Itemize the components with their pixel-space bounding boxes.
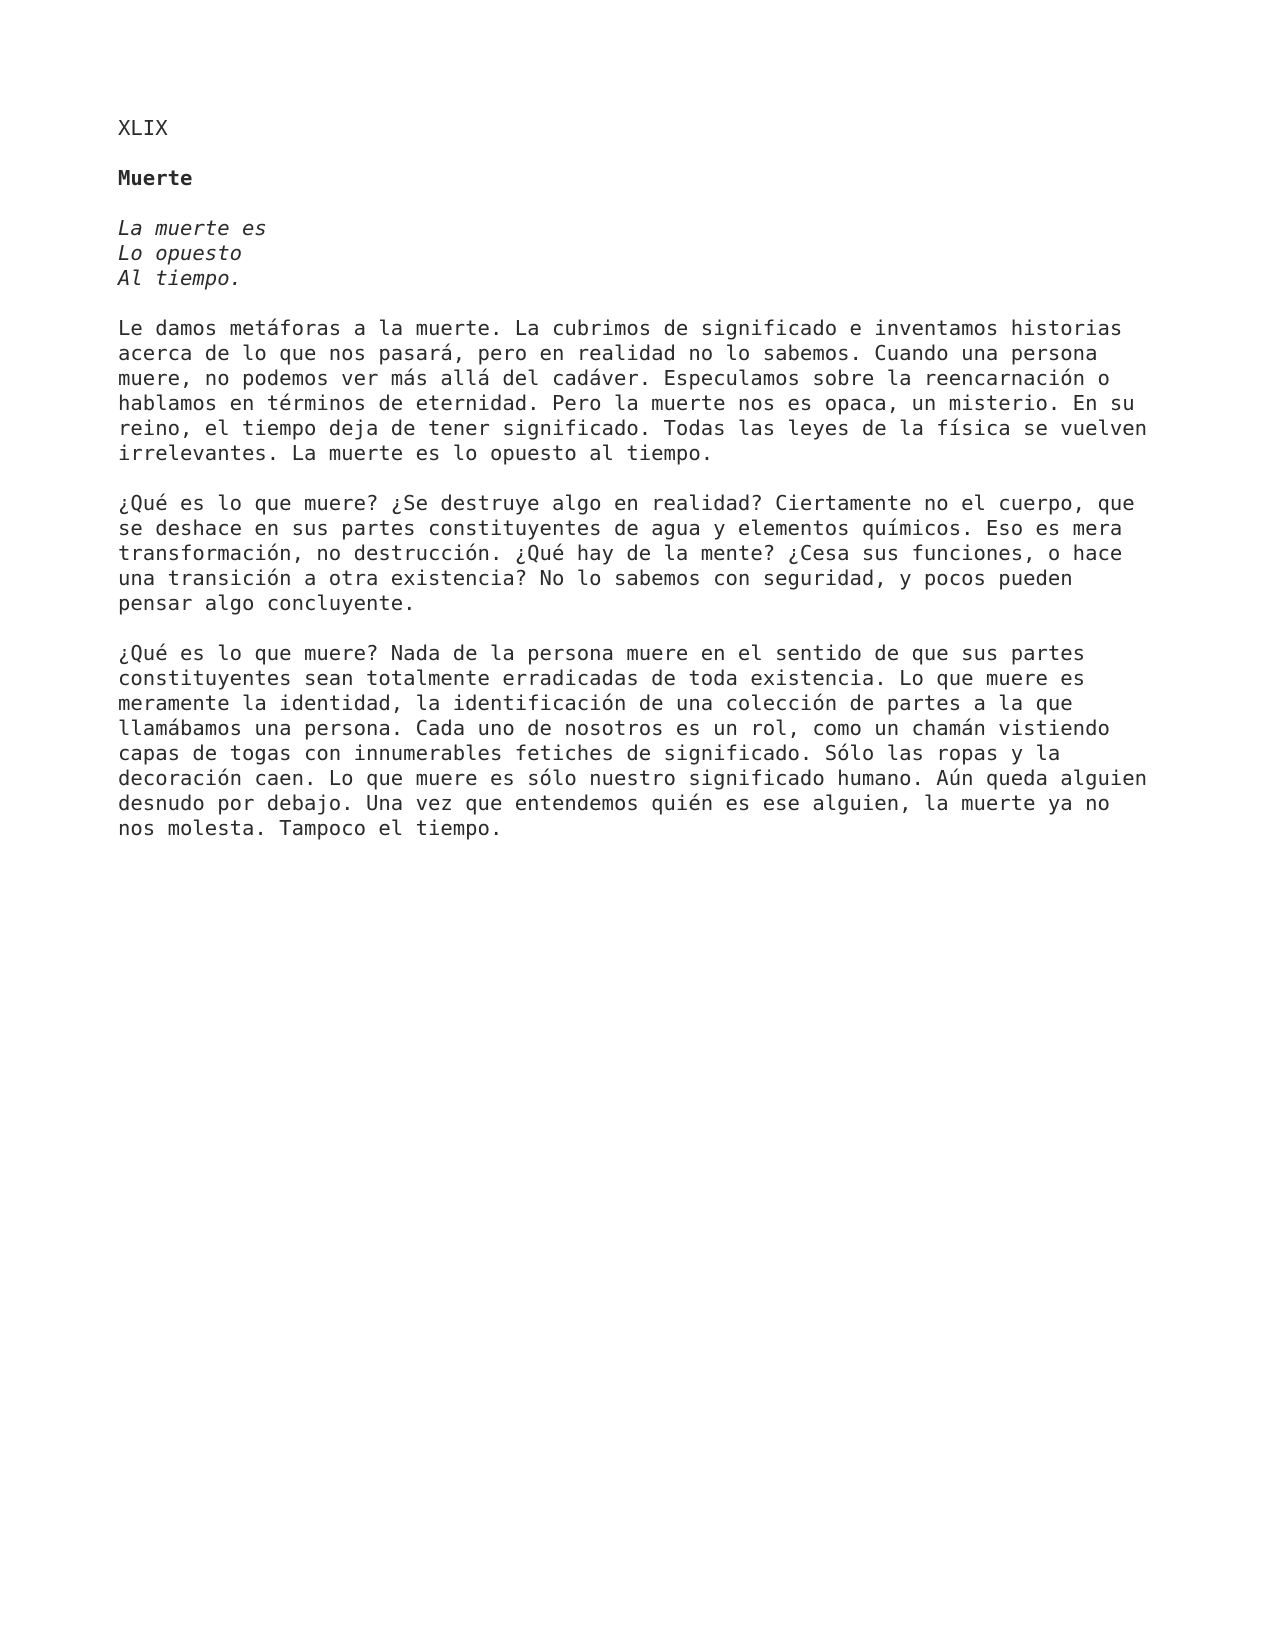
paragraph-line: Le damos metáforas a la muerte. La cubrimos de significado e inventamos historias	[118, 316, 1123, 340]
epigraph-line: Al tiempo.	[118, 266, 242, 290]
paragraph-line: ¿Qué es lo que muere? ¿Se destruye algo en realidad? Ciertamente no el cuerpo, que	[118, 491, 1135, 515]
paragraph-line: se deshace en sus partes constituyentes de agua y elementos químicos. Eso es mera	[118, 516, 1123, 540]
paragraph-3	[118, 641, 1158, 841]
paragraph-line: acerca de lo que nos pasará, pero en realidad no lo sabemos. Cuando una persona	[118, 341, 1098, 365]
paragraph-line: decoración caen. Lo que muere es sólo nuestro significado humano. Aún queda alguien	[118, 766, 1148, 790]
paragraph-line: capas de togas con innumerables fetiches de significado. Sólo las ropas y la	[118, 741, 1061, 765]
paragraph-line: pensar algo concluyente.	[118, 591, 416, 615]
paragraph-line: constituyentes sean totalmente erradicadas de toda existencia. Lo que muere es	[118, 666, 1086, 690]
paragraph-line: meramente la identidad, la identificación de una colección de partes a la que	[118, 691, 1073, 715]
paragraph-line: muere, no podemos ver más allá del cadáver. Especulamos sobre la reencarnación o	[118, 366, 1110, 390]
epigraph-line: Lo opuesto	[118, 241, 242, 265]
spacer	[118, 616, 1158, 641]
paragraph-line: nos molesta. Tampoco el tiempo.	[118, 816, 503, 840]
paragraph-2	[118, 491, 1158, 616]
spacer	[118, 191, 1158, 216]
paragraph-line: transformación, no destrucción. ¿Qué hay de la mente? ¿Cesa sus funciones, o hace	[118, 541, 1123, 565]
chapter-number: XLIX	[118, 116, 168, 140]
paragraph-line: desnudo por debajo. Una vez que entendemos quién es ese alguien, la muerte ya no	[118, 791, 1110, 815]
paragraph-line: una transición a otra existencia? No lo sabemos con seguridad, y pocos pueden	[118, 566, 1073, 590]
document-body	[118, 116, 1158, 841]
paragraph-line: llamábamos una persona. Cada uno de nosotros es un rol, como un chamán vistiendo	[118, 716, 1110, 740]
paragraph-1	[118, 316, 1158, 466]
spacer	[118, 466, 1158, 491]
spacer	[118, 291, 1158, 316]
epigraph-line: La muerte es	[118, 216, 267, 240]
spacer	[118, 141, 1158, 166]
chapter-title: Muerte	[118, 166, 193, 190]
paragraph-line: irrelevantes. La muerte es lo opuesto al tiempo.	[118, 441, 714, 465]
epigraph	[118, 216, 1158, 291]
paragraph-line: reino, el tiempo deja de tener significado. Todas las leyes de la física se vuelven	[118, 416, 1148, 440]
paragraph-line: ¿Qué es lo que muere? Nada de la persona muere en el sentido de que sus partes	[118, 641, 1086, 665]
paragraph-line: hablamos en términos de eternidad. Pero la muerte nos es opaca, un misterio. En su	[118, 391, 1135, 415]
